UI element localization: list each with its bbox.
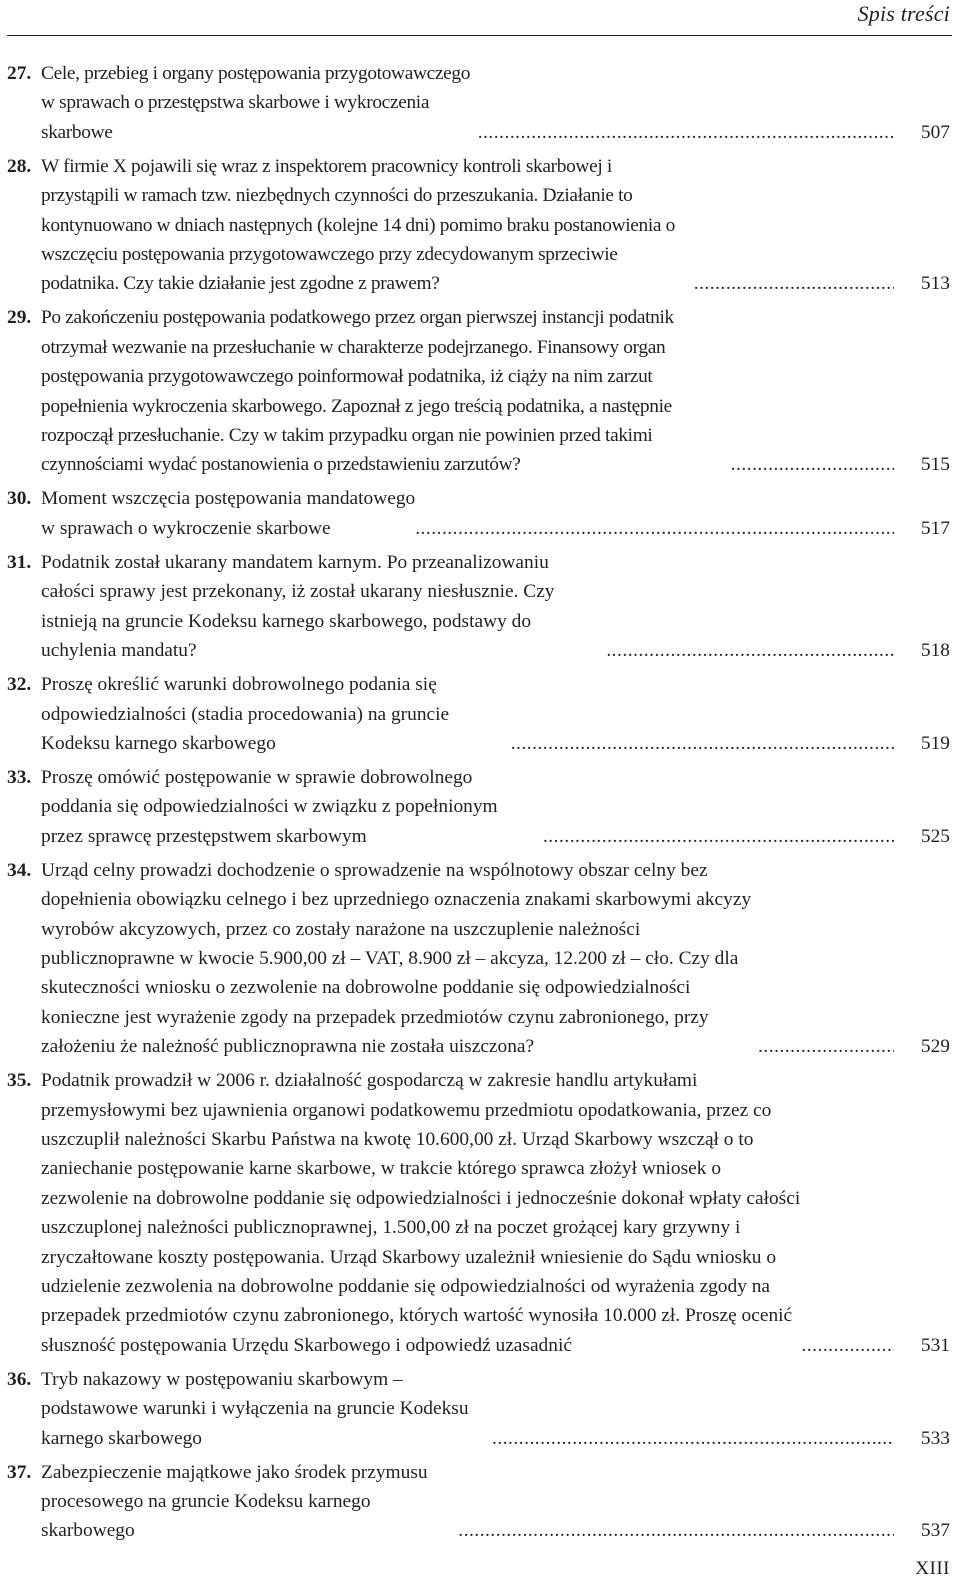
toc-entry-33: [7, 763, 950, 851]
toc-entry-28: [7, 152, 950, 299]
toc-entry-37: [7, 1458, 950, 1546]
entry-title: Po zakończeniu postępowania podatkowego przez organ pierwszej instancji podatnik otrzymał wezwanie na przesłuchanie w charakterze podejrzanego. Finansowy organ postępowania przygotowawczego poinformował podatnika, iż ciąży na nim zarzut popełnienia wykroczenia skarbowego. Zapoznał z jego treścią podatnika, a następnie rozpoczął przesłuchanie. Czy w takim przypadku organ nie powinien przed takimi czynnościami wydać postanowienia o przedstawieniu zarzutów?: [41, 307, 674, 476]
entry-body: [41, 152, 950, 299]
dot-leader: [415, 514, 894, 543]
entry-page-number: 518: [920, 640, 950, 662]
entry-page-number: 519: [920, 732, 950, 754]
dot-leader: [492, 1424, 894, 1453]
toc-entry-34: [7, 856, 950, 1062]
entry-title: Urząd celny prowadzi dochodzenie o sprowadzenie na wspólnotowy obszar celny bez dopełnienia obowiązku celnego i bez uprzedniego oznaczenia znakami skarbowymi akcyzy wyrobów akcyzowych, przez co zostały narażone na uszczuplenie należności publicznoprawne w kwocie 5.900,00 zł – VAT, 8.900 zł – akcyza, 12.200 zł – cło. Czy dla skuteczności wniosku o zezwolenie na dobrowolne poddanie się odpowiedzialności konieczne jest wyrażenie zgody na przepadek przedmiotów czynu zabronionego, przy założeniu że należność publicznoprawna nie została uiszczona?: [41, 859, 752, 1058]
entry-body: [41, 763, 950, 851]
toc-entry-27: [7, 59, 950, 147]
entry-body: [41, 856, 950, 1062]
entry-page-number: 525: [920, 825, 950, 847]
dot-leader: [543, 822, 894, 851]
entry-body: [41, 1365, 950, 1453]
dot-leader: [694, 269, 894, 298]
dot-leader: [478, 118, 894, 147]
entry-page-number: 529: [920, 1036, 950, 1058]
toc-entry-32: [7, 670, 950, 758]
entry-title: Podatnik został ukarany mandatem karnym. Po przeanalizowaniu całości sprawy jest przekonany, iż został ukarany niesłusznie. Czy istnieją na gruncie Kodeksu karnego skarbowego, podstawy do uchylenia mandatu?: [41, 551, 555, 662]
entry-page-number: 513: [920, 273, 950, 295]
entry-page-number: 537: [920, 1520, 950, 1542]
toc-entry-36: [7, 1365, 950, 1453]
dot-leader: [511, 729, 894, 758]
dot-leader: [731, 450, 894, 479]
entry-number: 36.: [7, 1368, 32, 1390]
running-header-title: Spis treści: [857, 1, 950, 26]
entry-number: 30.: [7, 488, 32, 510]
dot-leader: [758, 1032, 894, 1061]
entry-body: [41, 59, 950, 147]
toc-entry-31: [7, 548, 950, 666]
entry-number: 32.: [7, 674, 32, 696]
entry-title: Proszę określić warunki dobrowolnego podania się odpowiedzialności (stadia procedowania) na gruncie Kodeksu karnego skarbowego: [41, 674, 450, 754]
entry-page-number: 531: [920, 1334, 950, 1356]
entry-number: 31.: [7, 551, 32, 573]
entry-body: [41, 1066, 950, 1360]
entry-title: W firmie X pojawili się wraz z inspektorem pracownicy kontroli skarbowej i przystąpili w ramach tzw. niezbędnych czynności do przeszukania. Działanie to kontynuowano w dniach następnych (kolejne 14 dni) pomimo braku postanowienia o wszczęciu postępowania przygotowawczego przy zdecydowanym sprzeciwie podatnika. Czy takie działanie jest zgodne z prawem?: [41, 155, 675, 295]
toc-entry-30: [7, 484, 950, 543]
entry-body: [41, 548, 950, 666]
entry-page-number: 533: [920, 1427, 950, 1449]
header-rule: [7, 35, 952, 36]
dot-leader: [801, 1331, 894, 1360]
entry-number: 37.: [7, 1461, 32, 1483]
entry-body: [41, 670, 950, 758]
entry-title: Proszę omówić postępowanie w sprawie dobrowolnego poddania się odpowiedzialności w związku z popełnionym przez sprawcę przestępstwem skarbowym: [41, 766, 498, 847]
entry-number: 29.: [7, 307, 32, 329]
toc-entry-35: [7, 1066, 950, 1360]
entry-number: 27.: [7, 63, 32, 84]
toc-entry-29: [7, 303, 950, 479]
table-of-contents: [7, 59, 950, 1550]
entry-body: [41, 303, 950, 479]
entry-number: 34.: [7, 859, 32, 881]
entry-page-number: 507: [920, 121, 950, 143]
entry-title: Zabezpieczenie majątkowe jako środek przymusu procesowego na gruncie Kodeksu karnego skarbowego: [41, 1461, 428, 1542]
entry-title: Tryb nakazowy w postępowaniu skarbowym – podstawowe warunki i wyłączenia na gruncie Kodeksu karnego skarbowego: [41, 1368, 469, 1449]
entry-page-number: 517: [920, 517, 950, 539]
dot-leader: [458, 1516, 894, 1545]
page-folio: XIII: [915, 1558, 950, 1579]
entry-body: [41, 1458, 950, 1546]
entry-title: Moment wszczęcia postępowania mandatowego w sprawach o wykroczenie skarbowe: [41, 488, 416, 539]
entry-number: 33.: [7, 766, 32, 788]
entry-body: [41, 484, 950, 543]
entry-title: Podatnik prowadził w 2006 r. działalność gospodarczą w zakresie handlu artykułami przemysłowymi bez ujawnienia organowi podatkowemu przedmiotu opodatkowania, przez co uszczuplił należności Skarbu Państwa na kwotę 10.600,00 zł. Urząd Skarbowy wszczął o to zaniechanie postępowanie karne skarbowe, w trakcie którego sprawca złożył wniosek o zezwolenie na dobrowolne poddanie się odpowiedzialności i jednocześnie dokonał wpłaty całości uszczuplonej należności publicznoprawnej, 1.500,00 zł na poczet grożącej kary grzywny i zryczałtowane koszty postępowania. Urząd Skarbowy uzależnił wniesienie do Sądu wniosku o udzielenie zezwolenia na dobrowolne poddanie się odpowiedzialności od wyrażenia zgody na przepadek przedmiotów czynu zabronionego, których wartość wynosiła 10.000 zł. Proszę ocenić słuszność postępowania Urzędu Skarbowego i odpowiedź uzasadnić: [41, 1070, 801, 1356]
entry-number: 35.: [7, 1070, 32, 1092]
entry-title: Cele, przebieg i organy postępowania przygotowawczego w sprawach o przestępstwa skarbowe i wykroczenia skarbowe: [41, 63, 471, 143]
entry-number: 28.: [7, 155, 32, 177]
dot-leader: [606, 636, 894, 665]
entry-page-number: 515: [920, 454, 950, 476]
